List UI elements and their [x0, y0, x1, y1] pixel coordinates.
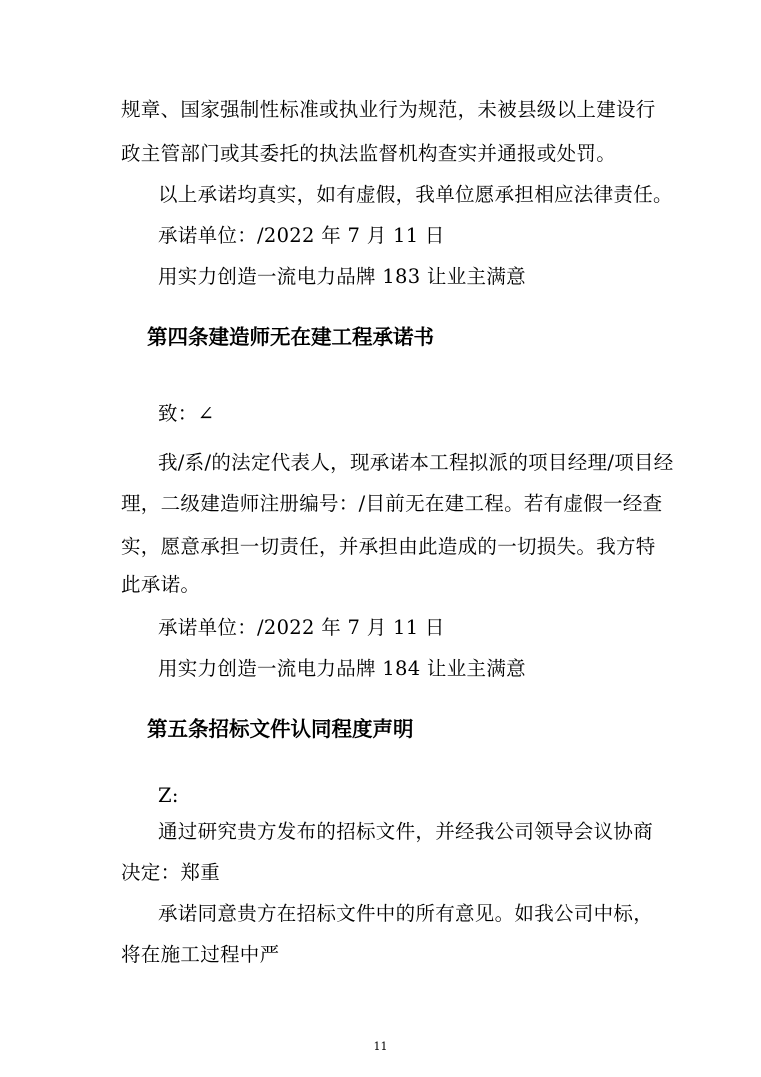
section5-body-line-1: 通过研究贵方发布的招标文件，并经我公司领导会议协商 [158, 820, 654, 843]
section4-salutation: 致：∠ [158, 402, 215, 425]
section3-statement: 以上承诺均真实，如有虚假，我单位愿承担相应法律责任。 [158, 183, 673, 206]
section3-footer-slogan: 用实力创造一流电力品牌 183 让业主满意 [158, 265, 526, 288]
section5-salutation: Z: [158, 784, 179, 807]
section4-footer-slogan: 用实力创造一流电力品牌 184 让业主满意 [158, 657, 526, 680]
section3-signature: 承诺单位：/2022 年 7 月 11 日 [158, 224, 445, 247]
section4-heading: 第四条建造师无在建工程承诺书 [147, 325, 434, 349]
section4-signature: 承诺单位：/2022 年 7 月 11 日 [158, 616, 445, 639]
page-number: 11 [373, 1040, 388, 1053]
section4-body-line-2: 理，二级建造师注册编号：/目前无在建工程。若有虚假一经查 [121, 492, 663, 515]
section5-body-line-4: 将在施工过程中严 [121, 943, 280, 966]
section4-body-line-1: 我/系/的法定代表人，现承诺本工程拟派的项目经理/项目经 [158, 451, 674, 474]
section5-body-line-3: 承诺同意贵方在招标文件中的所有意见。如我公司中标， [158, 902, 654, 925]
section5-heading: 第五条招标文件认同程度声明 [147, 717, 414, 741]
section5-body-line-2: 决定：郑重 [121, 861, 221, 884]
section3-line-2: 政主管部门或其委托的执法监督机构查实并通报或处罚。 [121, 142, 617, 165]
section4-body-line-3: 实，愿意承担一切责任，并承担由此造成的一切损失。我方特 [121, 535, 656, 558]
section3-line-1: 规章、国家强制性标准或执业行为规范，未被县级以上建设行 [121, 98, 656, 121]
section4-body-line-4: 此承诺。 [121, 573, 201, 596]
